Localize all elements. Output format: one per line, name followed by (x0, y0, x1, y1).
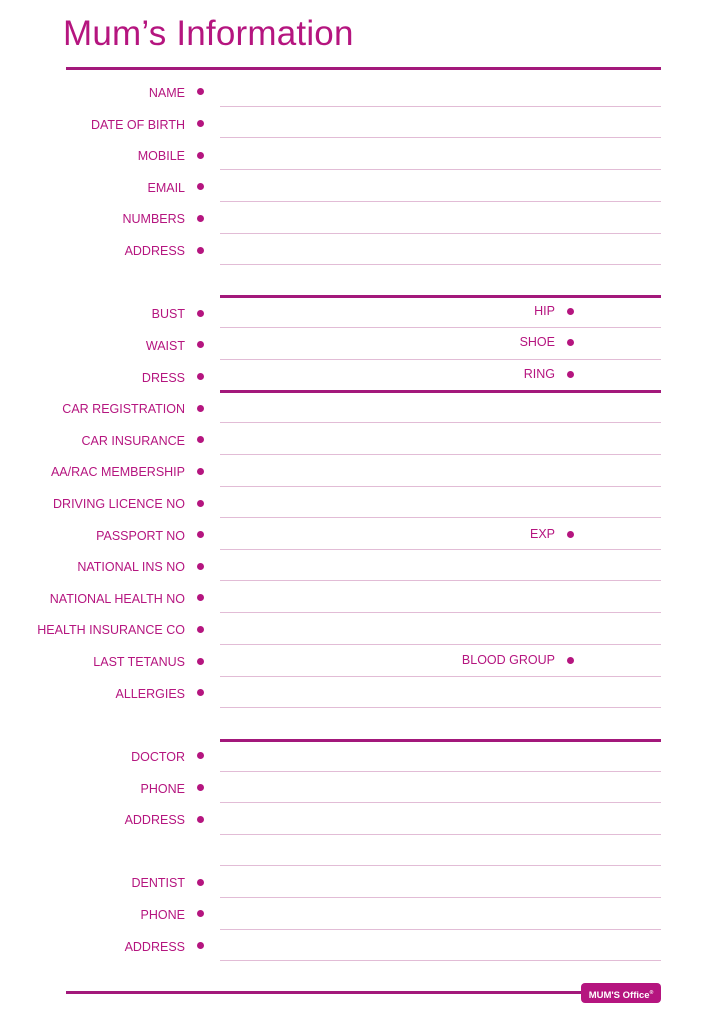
field-label-last-tetanus: LAST TETANUS (93, 655, 185, 669)
bullet-dot (197, 215, 204, 222)
bullet-dot (197, 183, 204, 190)
bullet-dot (197, 689, 204, 696)
field-label-doctor: DOCTOR (131, 750, 185, 764)
writing-line[interactable] (220, 422, 661, 423)
bullet-dot (197, 942, 204, 949)
bullet-dot (197, 88, 204, 95)
bullet-dot (197, 752, 204, 759)
field-label-national-health: NATIONAL HEALTH NO (49, 592, 185, 606)
field-label-name: NAME (148, 86, 185, 100)
writing-line[interactable] (220, 644, 661, 645)
writing-line[interactable] (220, 676, 661, 677)
field-label-dentist: DENTIST (131, 876, 185, 890)
footer-rule (66, 991, 661, 994)
bullet-dot (567, 371, 574, 378)
bullet-dot (197, 468, 204, 475)
writing-line[interactable] (220, 169, 661, 170)
page-title: Mum’s Information (63, 14, 354, 53)
bullet-dot (197, 594, 204, 601)
bullet-dot (567, 339, 574, 346)
brand-logo-text: MUM'S Office (588, 990, 650, 1002)
writing-line[interactable] (220, 201, 661, 202)
field-label-ring: RING (523, 367, 555, 381)
field-label-aa-rac-membership: AA/RAC MEMBERSHIP (50, 465, 185, 479)
bullet-dot (197, 373, 204, 380)
section-rule-measurements-bottom (220, 390, 661, 393)
field-label-mobile: MOBILE (137, 149, 185, 163)
brand-logo (581, 983, 661, 1003)
writing-line[interactable] (220, 549, 661, 550)
bullet-dot (197, 910, 204, 917)
field-label-dentist-phone: PHONE (140, 908, 185, 922)
field-label-health-insurance: HEALTH INSURANCE CO (37, 623, 185, 637)
writing-line[interactable] (220, 834, 661, 835)
registered-mark: ® (649, 990, 654, 996)
section-rule-doctor (220, 739, 661, 742)
writing-line[interactable] (220, 771, 661, 772)
writing-line[interactable] (220, 264, 661, 265)
writing-line[interactable] (220, 137, 661, 138)
bullet-dot (197, 816, 204, 823)
field-label-driving-licence: DRIVING LICENCE NO (53, 497, 185, 511)
writing-line[interactable] (220, 929, 661, 930)
bullet-dot (197, 563, 204, 570)
writing-line[interactable] (220, 865, 661, 866)
section-rule-measurements-top (220, 295, 661, 298)
bullet-dot (567, 308, 574, 315)
writing-line[interactable] (220, 327, 661, 328)
bullet-dot (197, 879, 204, 886)
field-label-email: EMAIL (147, 181, 185, 195)
field-label-doctor-phone: PHONE (140, 782, 185, 796)
field-label-waist: WAIST (145, 339, 185, 353)
field-label-numbers: NUMBERS (122, 212, 185, 226)
header-rule (66, 67, 661, 70)
writing-line[interactable] (220, 960, 661, 961)
bullet-dot (197, 658, 204, 665)
field-label-allergies: ALLERGIES (115, 687, 185, 701)
field-label-dress: DRESS (141, 371, 185, 385)
writing-line[interactable] (220, 517, 661, 518)
bullet-dot (197, 341, 204, 348)
bullet-dot (197, 784, 204, 791)
writing-line[interactable] (220, 612, 661, 613)
bullet-dot (197, 436, 204, 443)
field-label-date-of-birth: DATE OF BIRTH (91, 118, 185, 132)
bullet-dot (567, 657, 574, 664)
field-label-national-ins: NATIONAL INS NO (77, 560, 185, 574)
field-label-doctor-address: ADDRESS (124, 813, 185, 827)
writing-line[interactable] (220, 580, 661, 581)
field-label-dentist-address: ADDRESS (124, 940, 185, 954)
writing-line[interactable] (220, 106, 661, 107)
field-label-hip: HIP (534, 304, 555, 318)
bullet-dot (197, 405, 204, 412)
bullet-dot (197, 626, 204, 633)
bullet-dot (567, 531, 574, 538)
bullet-dot (197, 247, 204, 254)
bullet-dot (197, 531, 204, 538)
field-label-passport: PASSPORT NO (96, 529, 185, 543)
writing-line[interactable] (220, 707, 661, 708)
field-label-blood-group: BLOOD GROUP (461, 653, 555, 667)
writing-line[interactable] (220, 233, 661, 234)
writing-line[interactable] (220, 359, 661, 360)
writing-line[interactable] (220, 897, 661, 898)
writing-line[interactable] (220, 802, 661, 803)
field-label-bust: BUST (151, 307, 185, 321)
bullet-dot (197, 120, 204, 127)
field-label-shoe: SHOE (519, 335, 555, 349)
field-label-address: ADDRESS (124, 244, 185, 258)
writing-line[interactable] (220, 486, 661, 487)
field-label-car-registration: CAR REGISTRATION (62, 402, 185, 416)
bullet-dot (197, 500, 204, 507)
bullet-dot (197, 152, 204, 159)
writing-line[interactable] (220, 454, 661, 455)
field-label-exp: EXP (529, 527, 555, 541)
bullet-dot (197, 310, 204, 317)
field-label-car-insurance: CAR INSURANCE (81, 434, 185, 448)
